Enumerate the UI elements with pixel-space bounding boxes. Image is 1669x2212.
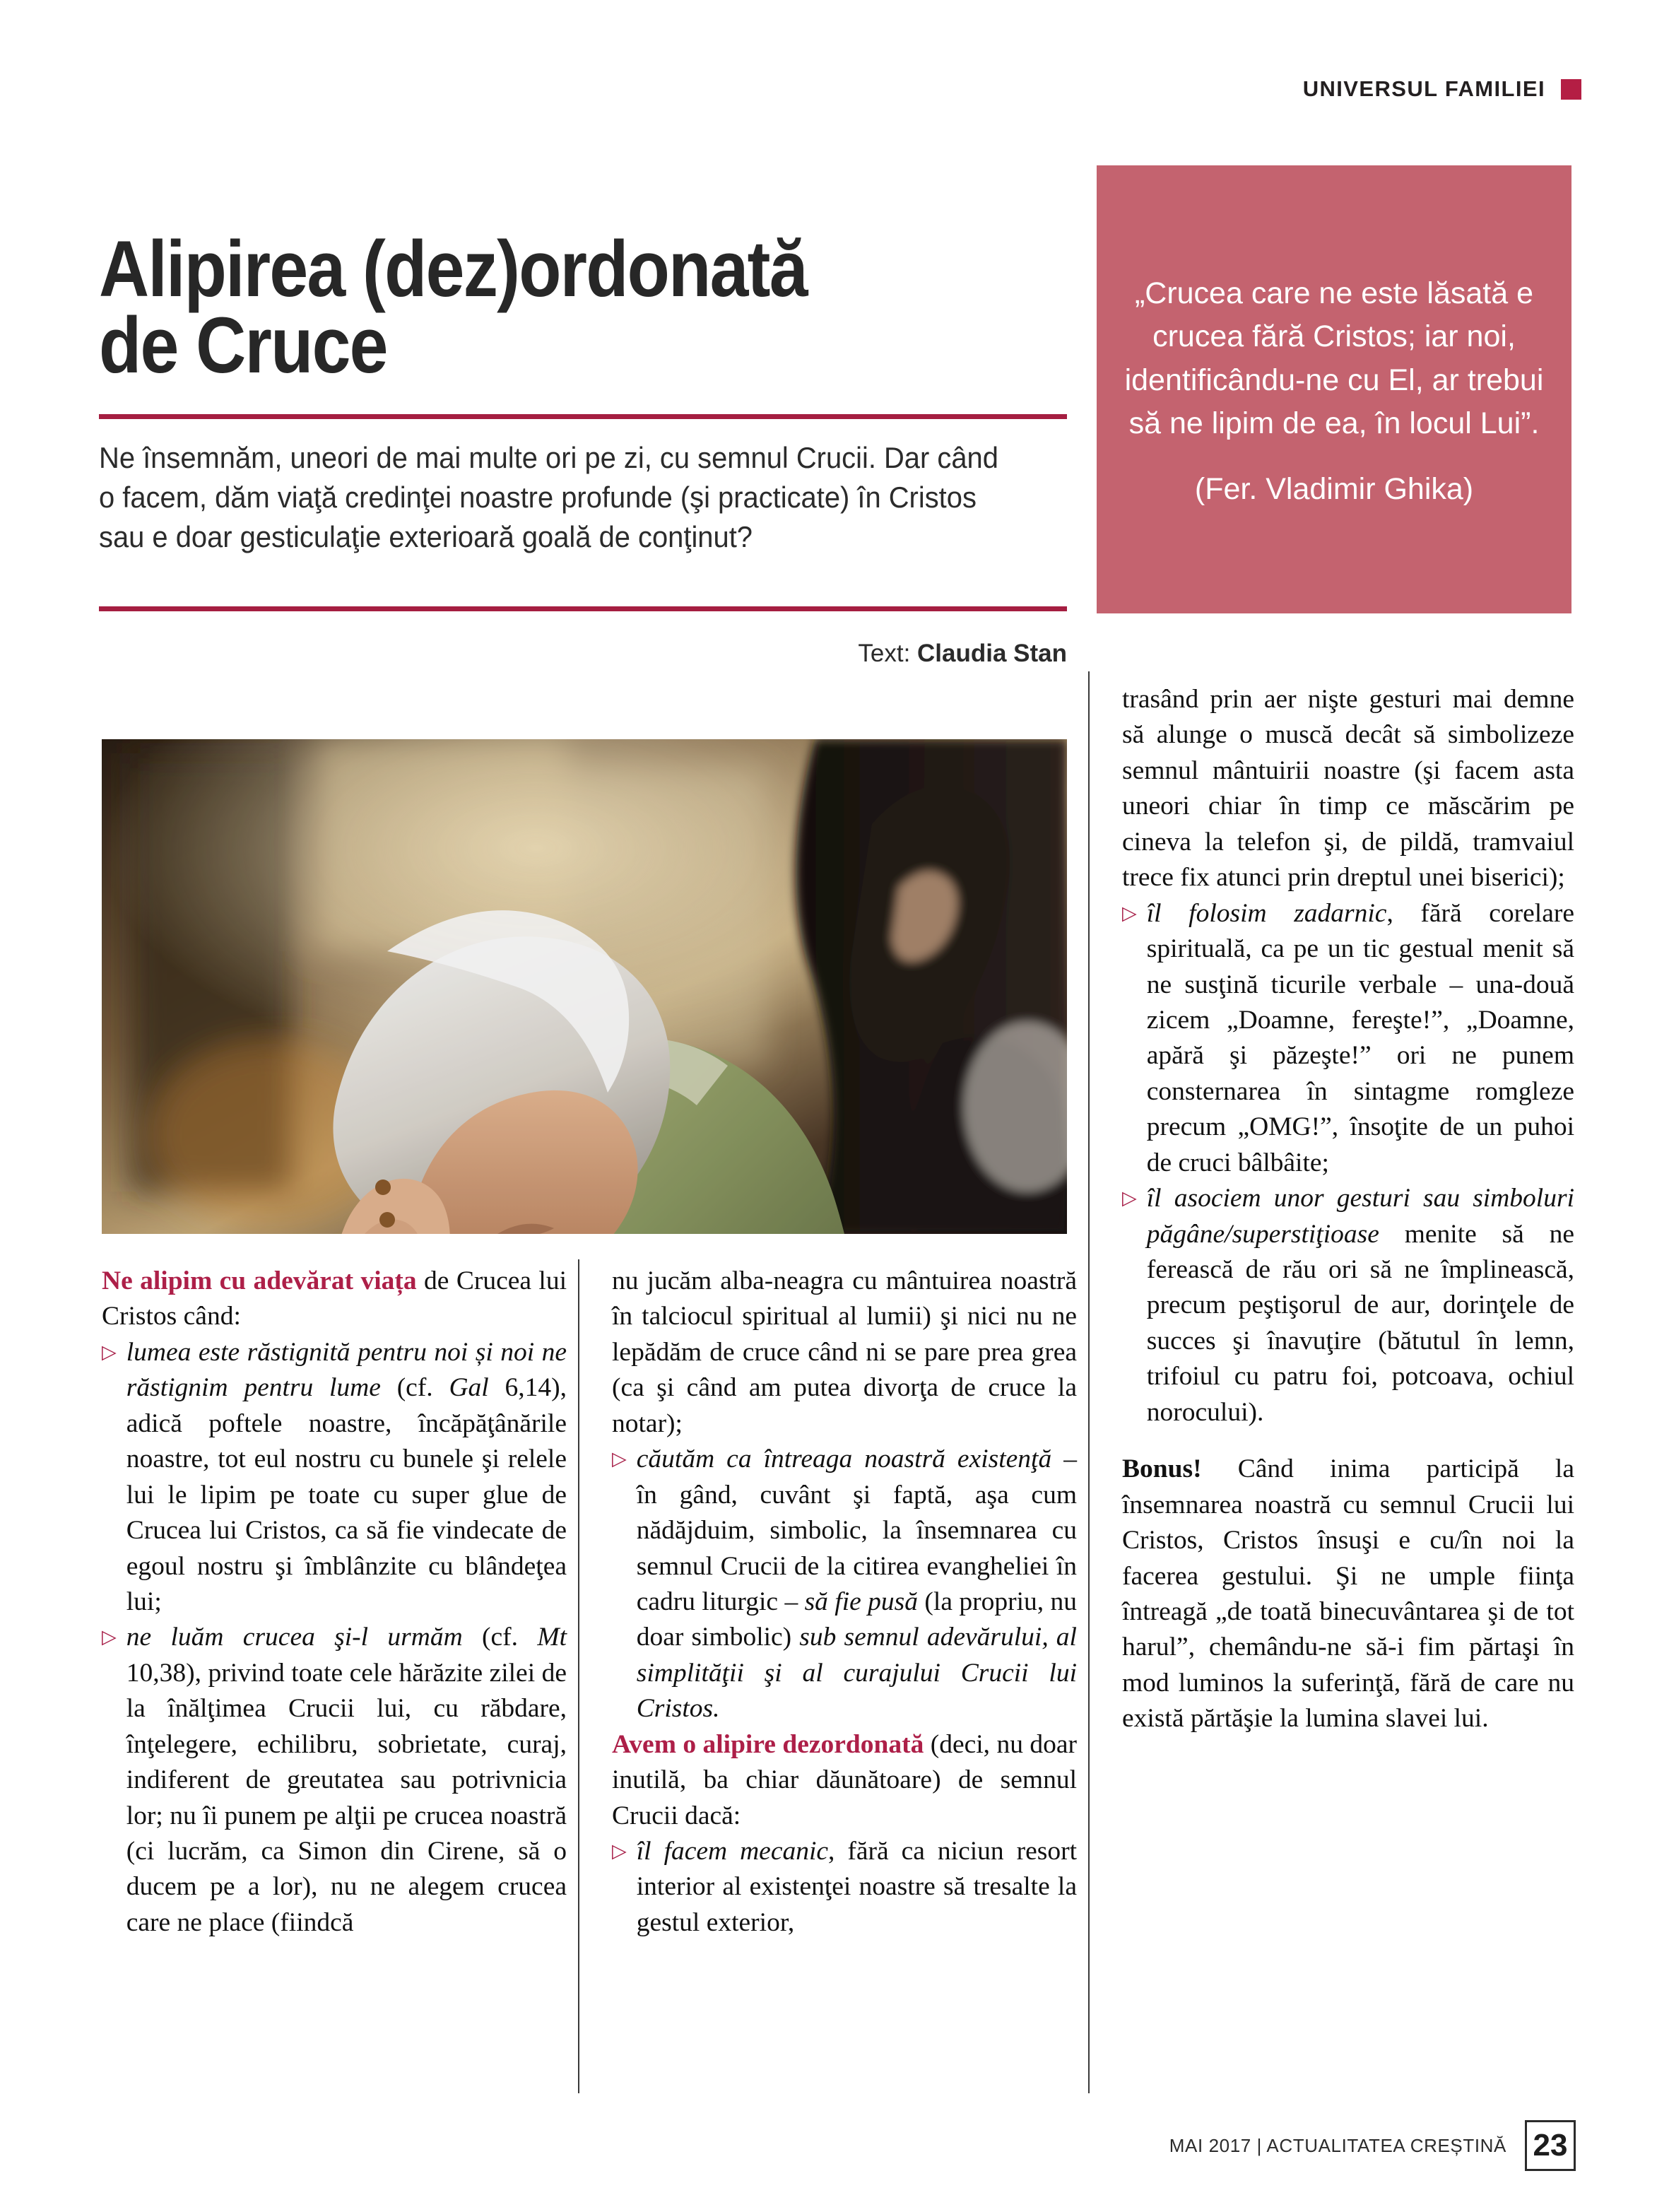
paragraph-bonus bbox=[1122, 1452, 1574, 1737]
list-item-tail: menite să ne ferească de rău ori să ne împlinească, precum peştişorul de aur, dorinţele de succes şi înavuţire (bătutul în lemn, trifoiul cu patru foi, potcoava, ochiul norocului). bbox=[1146, 1219, 1574, 1427]
list-item-emphasis-3: sub semnul adevărului, al simplităţii şi al curajului Crucii lui Cristos. bbox=[636, 1623, 1077, 1724]
list-item-emphasis: ne luăm crucea şi-l urmăm bbox=[126, 1623, 463, 1652]
list-item-mid-2: (la propriu, nu doar simbolic) bbox=[636, 1587, 1078, 1652]
triangle-bullet-icon: ▷ bbox=[1122, 902, 1137, 924]
list-item-emphasis-2: să fie pusă bbox=[804, 1587, 919, 1616]
bonus-text: Când inima participă la însemnarea noastră cu semnul Crucii lui Cristos, Cristos însuşi e cu/în noi la facerea gestului. Şi ne umple fiinţa întreagă „de toată binecuvântarea şi de tot harul”, chemându-ne să-i fim părtaşi în mod luminos la suferinţă, fără de care nu există părtăşie la lumina slavei lui. bbox=[1122, 1454, 1574, 1734]
list-item-mid: – în gând, cuvânt şi faptă, aşa cum nădăjduim, simbolic, la însemnarea cu semnul Crucii de la citirea evangheliei în cadru liturgic – bbox=[636, 1445, 1077, 1616]
list-item bbox=[1122, 896, 1574, 1182]
triangle-bullet-icon: ▷ bbox=[1122, 1187, 1137, 1210]
list-item-body bbox=[637, 1834, 1077, 1941]
list-item-ref: Gal bbox=[449, 1373, 489, 1403]
list-item bbox=[612, 1834, 1077, 1941]
list-item-ref: Mt bbox=[537, 1623, 567, 1652]
lead-heading-2: Avem o alipire dezordonată bbox=[612, 1729, 924, 1759]
body-column-1 bbox=[102, 1264, 567, 1941]
article-deck: Ne însemnăm, uneori de mai multe ori pe zi, cu semnul Crucii. Dar când o facem, dăm viaţă credinţei noastre profunde (şi practicate) în Cristos sau e doar gesticulaţie exterioară goală de conţinut? bbox=[99, 441, 998, 553]
list-item bbox=[102, 1335, 567, 1620]
list-item-emphasis: îl facem mecanic bbox=[636, 1837, 829, 1866]
list-item-body bbox=[1147, 896, 1574, 1182]
title-line-2: de Cruce bbox=[99, 300, 387, 389]
body-column-3 bbox=[1122, 682, 1574, 1737]
list-item-tail: 6,14), adică poftele noastre, încăpăţânările noastre, tot eul nostru cu bunele şi relele lui le lipim pe toate cu super glue de Crucea lui Cristos, ca să fie vindecate de egoul nostru şi îmblânzite cu blândeţea lui; bbox=[126, 1373, 567, 1616]
lead-rest-2: (deci, nu doar inutilă, ba chiar dăunătoare) de semnul Crucii dacă: bbox=[612, 1729, 1077, 1830]
byline bbox=[99, 640, 1067, 668]
page-title bbox=[99, 225, 945, 389]
running-head-label: UNIVERSUL FAMILIEI bbox=[1302, 76, 1545, 101]
paragraph-lead-1 bbox=[102, 1264, 567, 1335]
list-item-tail: , fără corelare spirituală, ca pe un tic gestual menit să ne susţină ticurile verbale – una-două zicem „Doamne, fereşte!”, „Doamne, apără şi păzeşte!” ori ne punem consternarea în sintagme romgleze precum „OMG!”, însoţite de un puhoi de cruci bâlbâite; bbox=[1146, 898, 1574, 1177]
list-item-tail: , fără ca niciun resort interior al existenţei noastre să tresalte la gestul exterior, bbox=[636, 1837, 1078, 1937]
page-number-box: 23 bbox=[1525, 2120, 1576, 2171]
paragraph-continuation-3: trasând prin aer nişte gesturi mai demne să alunge o muscă decât să simbolizeze semnul mântuirii noastre (şi facem asta uneori chiar în timp ce măscărim pe cineva la telefon şi, de pildă, tramvaiul trece fix atunci prin dreptul unei biserici); bbox=[1122, 685, 1574, 893]
list-item bbox=[612, 1442, 1077, 1727]
list-item-body bbox=[1147, 1181, 1574, 1430]
column-divider-2 bbox=[1088, 671, 1090, 2093]
pull-quote-text: „Crucea care ne este lăsată e crucea fără Cristos; iar noi, identificându-ne cu El, ar trebui să ne lipim de ea, în locul Lui”. bbox=[1124, 276, 1544, 440]
byline-author: Claudia Stan bbox=[917, 640, 1067, 667]
list-item-emphasis: îl folosim zadarnic bbox=[1146, 898, 1387, 928]
square-mark-icon bbox=[1561, 79, 1581, 100]
column-divider-1 bbox=[578, 1259, 579, 2093]
triangle-bullet-icon: ▷ bbox=[102, 1341, 117, 1363]
lead-rest-1: de Crucea lui Cristos când: bbox=[102, 1266, 567, 1331]
paragraph-lead-2 bbox=[612, 1727, 1077, 1834]
list-item-body bbox=[126, 1620, 567, 1941]
title-line-1: Alipirea (dez)ordonată bbox=[99, 225, 807, 314]
bonus-label: Bonus! bbox=[1122, 1454, 1202, 1484]
deck-rule-top bbox=[99, 414, 1067, 419]
list-item bbox=[1122, 1181, 1574, 1430]
pull-quote-box bbox=[1097, 165, 1571, 613]
list-item-emphasis: îl asociem unor gesturi sau simboluri păgâne/superstiţioase bbox=[1146, 1184, 1574, 1249]
list-item-emphasis: lumea este răstignită pentru noi și noi ne răstignim pentru lume bbox=[126, 1337, 567, 1403]
running-head bbox=[0, 76, 1581, 102]
list-item-ref-prefix: (cf. bbox=[380, 1373, 449, 1403]
paragraph-continuation-2: nu jucăm alba-neagra cu mântuirea noastră în talciocul spiritual al lumii) şi nici nu ne lepădăm de cruce când ni se pare prea grea (ca şi când am putea divorţa de cruce la notar); bbox=[612, 1266, 1077, 1438]
page-footer bbox=[1169, 2120, 1576, 2171]
list-item-body bbox=[637, 1442, 1077, 1727]
body-column-2 bbox=[612, 1264, 1077, 1941]
photo-illustration bbox=[102, 739, 1067, 1234]
pull-quote-attribution: (Fer. Vladimir Ghika) bbox=[1194, 471, 1474, 506]
list-item-body bbox=[126, 1335, 567, 1620]
lead-heading-1: Ne alipim cu adevărat viața bbox=[102, 1266, 417, 1295]
triangle-bullet-icon: ▷ bbox=[102, 1626, 117, 1649]
triangle-bullet-icon: ▷ bbox=[612, 1840, 627, 1862]
list-item-emphasis: căutăm ca întreaga noastră existenţă bbox=[636, 1445, 1052, 1474]
list-item-tail: 10,38), privind toate cele hărăzite zilei de la înălţimea Crucii lui, cu răbdare, înţelegere, echilibru, sobrietate, curaj, indiferent de greutatea sau potrivnicia lor; nu îi punem pe alţii pe crucea noastră (ci lucrăm, ca Simon din Cirene, să o ducem pe a lor), nu ne alegem crucea care ne place (fiindcă bbox=[126, 1658, 567, 1937]
footer-issue-label: MAI 2017 | ACTUALITATEA CREȘTINĂ bbox=[1169, 2134, 1506, 2156]
article-photo bbox=[102, 739, 1067, 1234]
list-item-ref-prefix: (cf. bbox=[462, 1623, 538, 1652]
triangle-bullet-icon: ▷ bbox=[612, 1448, 627, 1471]
list-item bbox=[102, 1620, 567, 1941]
deck-rule-bottom bbox=[99, 606, 1067, 611]
byline-prefix: Text: bbox=[858, 640, 918, 667]
